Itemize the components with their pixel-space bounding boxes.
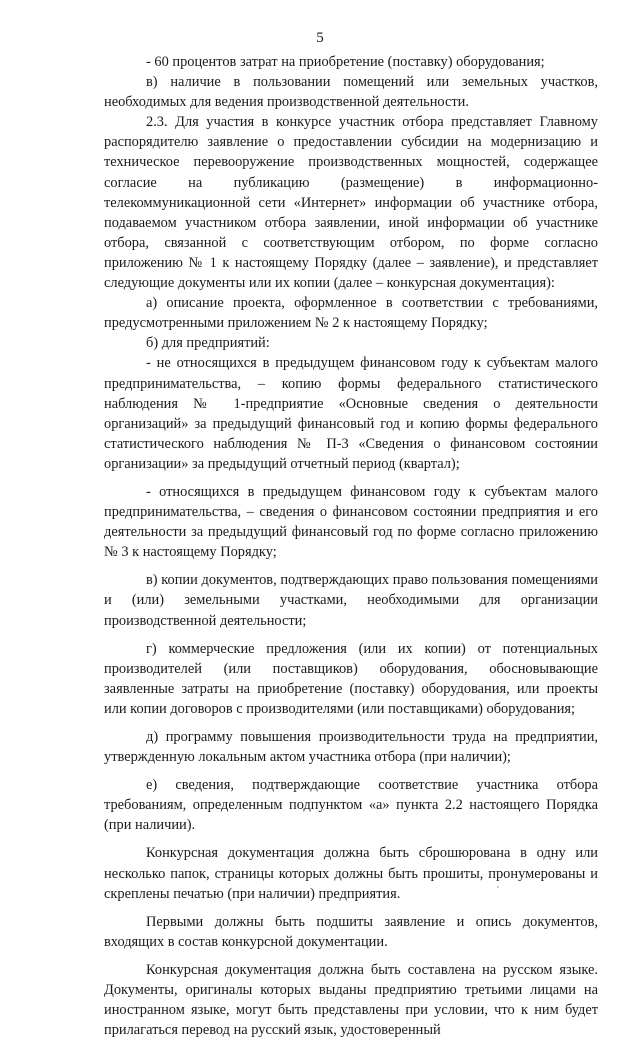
page-number: 5 xyxy=(316,30,324,46)
document-body xyxy=(104,52,598,1040)
paragraph-not-small-business: - не относящихся в предыдущем финансовом году к субъектам малого предпринимательства, – копию формы федерального статистического наблюдения № 1-предприятие «Основные сведения о деятельности организаций» за предыдущий финансовый год и копию формы федерального статистического наблюдения № П-3 «Сведения о финансовом состоянии организации» за предыдущий отчетный период (квартал); xyxy=(104,355,598,472)
scan-speck xyxy=(497,886,499,888)
paragraph-russian-language: Конкурсная документация должна быть составлена на русском языке. Документы, оригиналы которых выданы предприятию третьими лицами на иностранном языке, могут быть представлены при условии, что к ним будет прилагаться перевод на русский язык, удостоверенный xyxy=(104,961,598,1039)
paragraph-item-v-documents: в) копии документов, подтверждающих право пользования помещениями и (или) земельными участками, необходимыми для организации производственной деятельности; xyxy=(104,572,598,629)
paragraph-60-percent: - 60 процентов затрат на приобретение (поставку) оборудования; xyxy=(146,54,545,70)
paragraph-binding: Конкурсная документация должна быть сброшюрована в одну или несколько папок, страницы которых должны быть прошиты, пронумерованы и скреплены печатью (при наличии) предприятия. xyxy=(104,845,598,902)
paragraph-item-d-program: д) программу повышения производительности труда на предприятии, утвержденную локальным актом участника отбора (при наличии); xyxy=(104,729,598,766)
paragraph-section-2-3: 2.3. Для участия в конкурсе участник отбора представляет Главному распорядителю заявление о предоставлении субсидии на модернизацию и техническое перевооружение производственных мощностей, содержащее согласие на публикацию (размещение) в информационно-телекоммуникационной сети «Интернет» информации об участнике отбора, подаваемом участником отбора заявлении, иной информации об участнике отбора, связанной с соответствующим отбором, по форме согласно приложению № 1 к настоящему Порядку (далее – заявление), и представляет следующие документы или их копии (далее – конкурсная документация): xyxy=(104,114,598,292)
paragraph-small-business: - относящихся в предыдущем финансовом году к субъектам малого предпринимательства, – сведения о финансовом состоянии предприятия и его деятельности за предыдущий финансовый год по форме согласно приложению № 3 к настоящему Порядку; xyxy=(104,483,598,561)
paragraph-item-a-project: а) описание проекта, оформленное в соответствии с требованиями, предусмотренными приложением № 2 к настоящему Порядку; xyxy=(104,295,598,332)
paragraph-item-v-premises: в) наличие в пользовании помещений или земельных участков, необходимых для ведения производственной деятельности. xyxy=(104,74,598,111)
paragraph-item-g-offers: г) коммерческие предложения (или их копии) от потенциальных производителей (или поставщиков) оборудования, обосновывающие заявленные затраты на приобретение (поставку) оборудования, или проекты или копии договоров с производителями (или поставщиками) оборудования; xyxy=(104,640,598,717)
paragraph-first-filed: Первыми должны быть подшиты заявление и опись документов, входящих в состав конкурсной документации. xyxy=(104,913,598,950)
paragraph-item-e-compliance: е) сведения, подтверждающие соответствие участника отбора требованиям, определенным подпунктом «а» пункта 2.2 настоящего Порядка (при наличии). xyxy=(104,777,598,834)
paragraph-item-b-enterprises: б) для предприятий: xyxy=(146,335,270,352)
